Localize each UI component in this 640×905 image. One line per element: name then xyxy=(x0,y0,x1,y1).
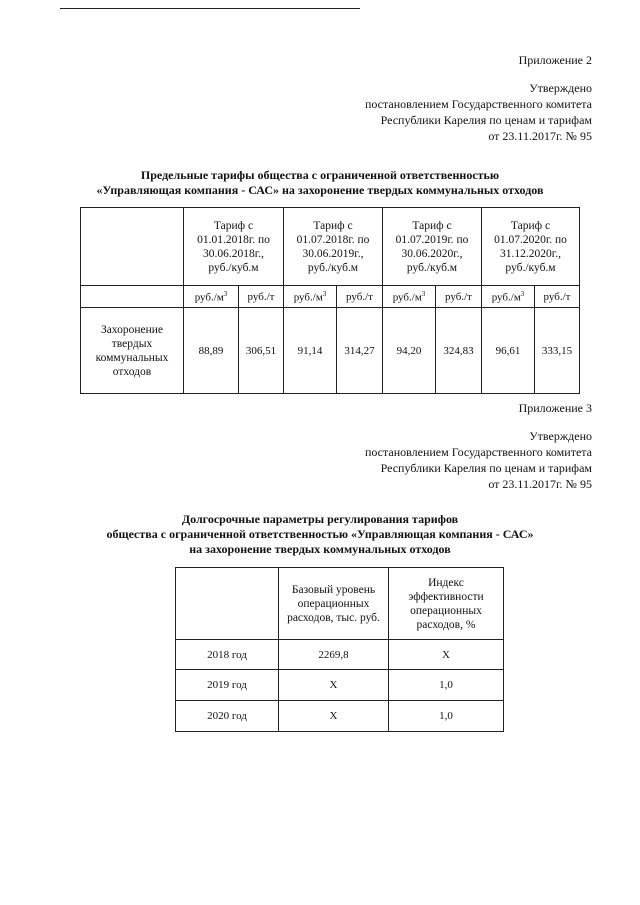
unit-m3 xyxy=(284,286,337,308)
table-row xyxy=(176,701,504,732)
unit-sup: 3 xyxy=(520,289,525,298)
title-line: на захоронение твердых коммунальных отходов xyxy=(189,542,451,556)
unit-sup: 3 xyxy=(223,289,228,298)
period-line: 01.07.2019г. по xyxy=(395,233,469,246)
period-header xyxy=(383,208,482,286)
empty-header-cell xyxy=(81,208,184,286)
approval-line: от 23.11.2017г. № 95 xyxy=(488,477,592,491)
approved-label: Утверждено xyxy=(529,81,592,95)
unit-m3 xyxy=(184,286,239,308)
unit-t: руб./т xyxy=(436,286,482,308)
empty-unit-cell xyxy=(81,286,184,308)
base-cell: Х xyxy=(279,701,389,732)
row-label-line: отходов xyxy=(112,365,152,378)
title-line: Предельные тарифы общества с ограниченной ответственностью xyxy=(140,168,500,182)
period-line: руб./куб.м xyxy=(406,261,458,274)
period-line: 01.07.2020г. по xyxy=(494,233,567,246)
period-line: 31.12.2020г., xyxy=(500,247,561,260)
year-cell: 2020 год xyxy=(176,701,279,732)
approved-label: Утверждено xyxy=(529,429,592,443)
year-cell: 2018 год xyxy=(176,640,279,670)
value-cell: 88,89 xyxy=(184,308,239,394)
header-line: операционных xyxy=(297,597,370,610)
value-cell: 314,27 xyxy=(337,308,383,394)
period-line: Тариф с xyxy=(412,219,452,232)
base-cell: 2269,8 xyxy=(279,640,389,670)
period-line: руб./куб.м xyxy=(208,261,259,274)
year-cell: 2019 год xyxy=(176,670,279,701)
row-label-line: коммунальных xyxy=(95,351,169,364)
title-line: общества с ограниченной ответственностью «Управляющая компания - САС» xyxy=(106,527,534,541)
period-line: 01.01.2018г. по xyxy=(197,233,270,246)
row-label-line: Захоронение xyxy=(100,323,164,336)
value-cell: 333,15 xyxy=(535,308,580,394)
header-line: расходов, тыс. руб. xyxy=(287,611,380,624)
title-line: Долгосрочные параметры регулирования тарифов xyxy=(181,512,459,526)
period-line: Тариф с xyxy=(510,219,551,232)
unit-t: руб./т xyxy=(337,286,383,308)
appendix-3-header xyxy=(365,400,592,492)
base-level-header xyxy=(279,568,389,640)
appendix-label: Приложение 2 xyxy=(518,53,592,67)
index-cell: 1,0 xyxy=(389,701,504,732)
period-line: 30.06.2018г., xyxy=(203,247,264,260)
period-header xyxy=(284,208,383,286)
base-cell: Х xyxy=(279,670,389,701)
value-cell: 306,51 xyxy=(239,308,284,394)
index-cell: 1,0 xyxy=(389,670,504,701)
table-row xyxy=(176,640,504,670)
value-cell: 324,83 xyxy=(436,308,482,394)
approval-line: постановлением Государственного комитета xyxy=(364,445,592,459)
value-cell: 94,20 xyxy=(383,308,436,394)
unit-sup: 3 xyxy=(421,289,426,298)
index-cell: Х xyxy=(389,640,504,670)
parameters-table xyxy=(175,567,504,732)
tariff-title xyxy=(60,168,580,198)
approval-line: от 23.11.2017г. № 95 xyxy=(488,129,592,143)
tariff-table xyxy=(80,207,580,394)
period-header xyxy=(184,208,284,286)
appendix-label: Приложение 3 xyxy=(518,401,592,415)
header-line: расходов, % xyxy=(416,618,476,631)
appendix-2-header xyxy=(365,52,592,144)
unit-text: руб./м xyxy=(194,291,224,304)
period-line: руб./куб.м xyxy=(505,261,556,274)
period-line: Тариф с xyxy=(213,219,254,232)
period-line: 30.06.2019г., xyxy=(302,247,364,260)
unit-text: руб./м xyxy=(491,291,521,304)
period-line: руб./куб.м xyxy=(307,261,359,274)
unit-m3 xyxy=(383,286,436,308)
unit-sup: 3 xyxy=(322,289,327,298)
period-line: 01.07.2018г. по xyxy=(296,233,370,246)
header-line: Базовый уровень xyxy=(291,583,376,596)
header-line: Индекс эффективности xyxy=(408,576,484,603)
row-label-line: твердых xyxy=(111,337,153,350)
empty-header-cell xyxy=(176,568,279,640)
approval-line: Республики Карелия по ценам и тарифам xyxy=(380,113,592,127)
row-label xyxy=(81,308,184,394)
efficiency-index-header xyxy=(389,568,504,640)
approval-line: постановлением Государственного комитета xyxy=(364,97,592,111)
table-row xyxy=(176,670,504,701)
unit-m3 xyxy=(482,286,535,308)
header-line: операционных xyxy=(410,604,482,617)
unit-text: руб./м xyxy=(392,291,422,304)
top-rule xyxy=(60,8,360,9)
value-cell: 91,14 xyxy=(284,308,337,394)
parameters-title xyxy=(60,512,580,557)
unit-t: руб./т xyxy=(239,286,284,308)
period-header xyxy=(482,208,580,286)
unit-t: руб./т xyxy=(535,286,580,308)
approval-line: Республики Карелия по ценам и тарифам xyxy=(380,461,592,475)
period-line: Тариф с xyxy=(313,219,353,232)
title-line: «Управляющая компания - САС» на захоронение твердых коммунальных отходов xyxy=(96,183,544,197)
unit-text: руб./м xyxy=(293,291,323,304)
value-cell: 96,61 xyxy=(482,308,535,394)
period-line: 30.06.2020г., xyxy=(401,247,463,260)
